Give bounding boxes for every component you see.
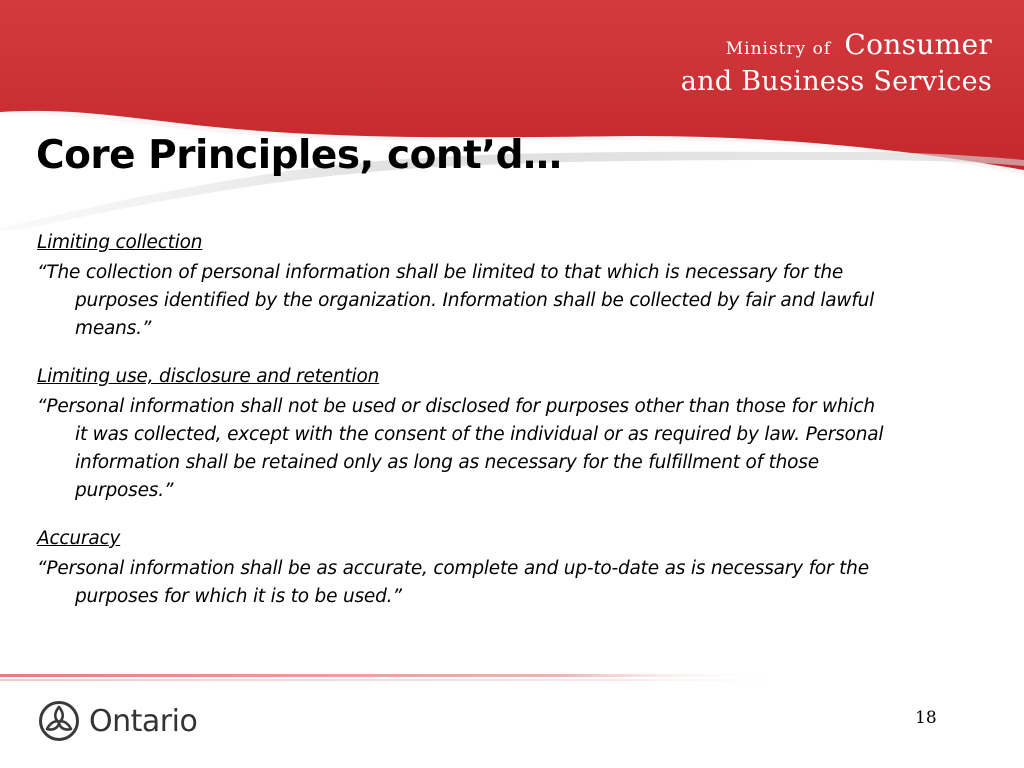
ontario-wordmark: Ontario xyxy=(89,703,198,739)
ministry-line2: and Business Services xyxy=(680,66,992,97)
ministry-name xyxy=(681,28,992,98)
footer-divider xyxy=(0,670,1024,684)
section-limiting-use xyxy=(37,363,887,505)
section-heading: Accuracy xyxy=(37,528,121,549)
section-limiting-collection xyxy=(37,229,887,343)
ministry-word: Consumer xyxy=(844,28,992,61)
section-heading: Limiting collection xyxy=(37,232,203,253)
ministry-prefix: Ministry of xyxy=(725,39,832,59)
section-quote: “The collection of personal information shall be limited to that which is necessary for the purposes identified by the organization. Information shall be collected by fair and lawful means.” xyxy=(37,262,875,339)
section-accuracy xyxy=(37,525,887,611)
page-number: 18 xyxy=(915,708,937,728)
section-quote: “Personal information shall not be used or disclosed for purposes other than those for which it was collected, except with the consent of the individual or as required by law. Personal information shall be retained only as long as necessary for the fulfillment of those purposes.” xyxy=(37,396,884,501)
section-quote: “Personal information shall be as accurate, complete and up-to-date as is necessary for the purposes for which it is to be used.” xyxy=(37,558,869,607)
section-heading: Limiting use, disclosure and retention xyxy=(37,366,380,387)
slide-title: Core Principles, cont’d… xyxy=(36,133,562,178)
ontario-logo xyxy=(38,700,197,742)
ontario-trillium-icon xyxy=(38,700,80,742)
slide-body xyxy=(37,229,887,631)
